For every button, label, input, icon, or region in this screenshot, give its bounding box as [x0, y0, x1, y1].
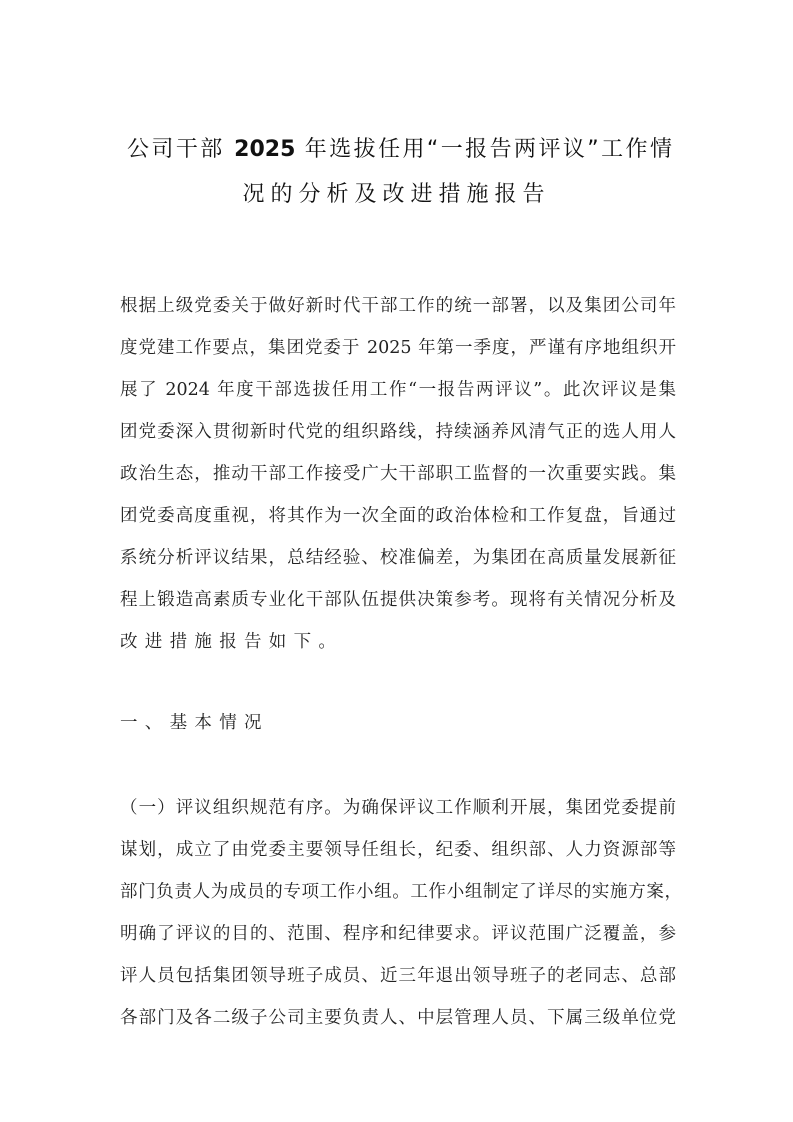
title-text: 年选拔任用“一报告两评议”工作情 [304, 137, 672, 162]
paragraph-line: 改进措施报告如下。 [120, 632, 344, 652]
paragraph-line: 明确了评议的目的、范围、程序和纪律要求。评议范围广泛覆盖，参 [120, 924, 676, 944]
paragraph-line: 团党委高度重视，将其作为一次全面的政治体检和工作复盘，旨通过 [120, 506, 676, 526]
document-title-line-2: 况的分析及改进措施报告 [242, 182, 551, 207]
paragraph-line: 度党建工作要点，集团党委于 2025 年第一季度，严谨有序地组织开 [120, 338, 676, 358]
section-heading: 一、基本情况 [120, 713, 269, 733]
paragraph-line: 各部门及各二级子公司主要负责人、中层管理人员、下属三级单位党 [120, 1008, 676, 1028]
paragraph-line: （一）评议组织规范有序。为确保评议工作顺利开展，集团党委提前 [120, 798, 676, 818]
paragraph-line: 谋划，成立了由党委主要领导任组长，纪委、组织部、人力资源部等 [120, 840, 676, 860]
paragraph-line: 展了 2024 年度干部选拔任用工作“一报告两评议”。此次评议是集 [120, 380, 676, 400]
paragraph-line: 系统分析评议结果，总结经验、校准偏差，为集团在高质量发展新征 [120, 548, 676, 568]
paragraph-line: 根据上级党委关于做好新时代干部工作的统一部署，以及集团公司年 [120, 296, 676, 316]
document-title-line-1 [127, 132, 672, 163]
paragraph-line: 部门负责人为成员的专项工作小组。工作小组制定了详尽的实施方案， [120, 882, 682, 902]
paragraph-line: 程上锻造高素质专业化干部队伍提供决策参考。现将有关情况分析及 [120, 590, 676, 610]
paragraph-line: 评人员包括集团领导班子成员、近三年退出领导班子的老同志、总部 [120, 966, 676, 986]
paragraph-line: 政治生态，推动干部工作接受广大干部职工监督的一次重要实践。集 [120, 464, 676, 484]
title-year: 2025 [234, 137, 296, 162]
paragraph-line: 团党委深入贯彻新时代党的组织路线，持续涵养风清气正的选人用人 [120, 422, 676, 442]
title-text: 公司干部 [127, 137, 225, 162]
